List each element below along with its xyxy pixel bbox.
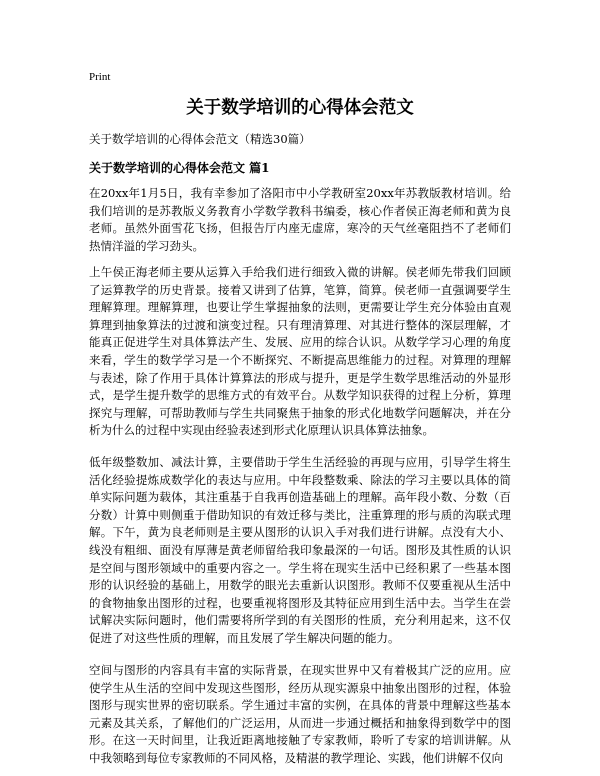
paragraph-4: 空间与图形的内容具有丰富的实际背景，在现实世界中又有着极其广泛的应用。应使学生从生活的空间中发现这些图形，经历从现实源泉中抽象出图形的过程，体验图形与现实世界的密切联系。学生通过丰富的实例，在具体的背景中理解这些基本元素及其关系，了解他们的广泛运用，从而进一步通过概括和抽象得到数学中的图形。在这一天时间里，让我近距离地接触了专家教师，聆听了专家的培训讲解。从中我领略到每位专家教师的不同风格，及精湛的教学理论、实践，他们讲解不仅向 (89, 663, 511, 765)
document-subtitle: 关于数学培训的心得体会范文（精选30篇） (89, 132, 311, 146)
section-heading: 关于数学培训的心得体会范文 篇1 (89, 161, 270, 175)
paragraph-1: 在20xx年1月5日，我有幸参加了洛阳市中小学教研室20xx年苏教版教材培训。给我们培训的是苏教版义务教育小学数学教科书编委，核心作者侯正海老师和黄为良老师。虽然外面雪花飞扬，但报告厅内座无虚席，寒冷的天气丝毫阻挡不了老师们热情洋溢的学习劲头。 (89, 186, 511, 253)
document-title: 关于数学培训的心得体会范文 (186, 98, 414, 118)
print-label: Print (89, 71, 111, 83)
paragraph-2: 上午侯正海老师主要从运算入手给我们进行细致入微的讲解。侯老师先带我们回顾了运算教学的历史背景。接着又讲到了估算，笔算，简算。侯老师一直强调要学生理解算理。理解算理，也要让学生掌握抽象的法则，更需要让学生充分体验由直观算理到抽象算法的过渡和演变过程。只有理清算理、对其进行整体的深层理解，才能真正促进学生对具体算法产生、发展、应用的综合认识。从数学学习心理的角度来看，学生的数学学习是一个不断探究、不断提高思维能力的过程。对算理的理解与表述，除了作用于具体计算算法的形成与提升，更是学生数学思维活动的外显形式，是学生提升数学的思维方式的有效平台。从数学知识获得的过程上分析，算理探究与理解，可帮助教师与学生共同聚焦于抽象的形式化地数学问题解决，并在分析为什么的过程中实现由经验表述到形式化原理认识具体算法抽象。 (89, 265, 511, 438)
paragraph-3: 低年级整数加、减法计算，主要借助于学生生活经验的再现与应用，引导学生将生活化经验提炼成数学化的表达与应用。中年段整数乘、除法的学习主要以具体的简单实际问题为载体，其注重基于自我再创造基础上的理解。高年段小数、分数（百分数）计算中则侧重于借助知识的有效迁移与类比，注重算理的形与质的沟联式理解。下午，黄为良老师则是主要从图形的认识入手对我们进行讲解。点没有大小、线没有粗细、面没有厚薄是黄老师留给我印象最深的一句话。图形及其性质的认识是空间与图形领域中的重要内容之一。学生将在现实生活中已经积累了一些基本图形的认识经验的基础上，用数学的眼光去重新认识图形。教师不仅要重视从生活中的食物抽象出图形的过程，也要重视将图形及其特征应用到生活中去。当学生在尝试解决实际问题时，他们需要将所学到的有关图形的性质，充分利用起来，这不仅促进了对这些性质的理解，而且发展了学生解决问题的能力。 (89, 455, 511, 645)
